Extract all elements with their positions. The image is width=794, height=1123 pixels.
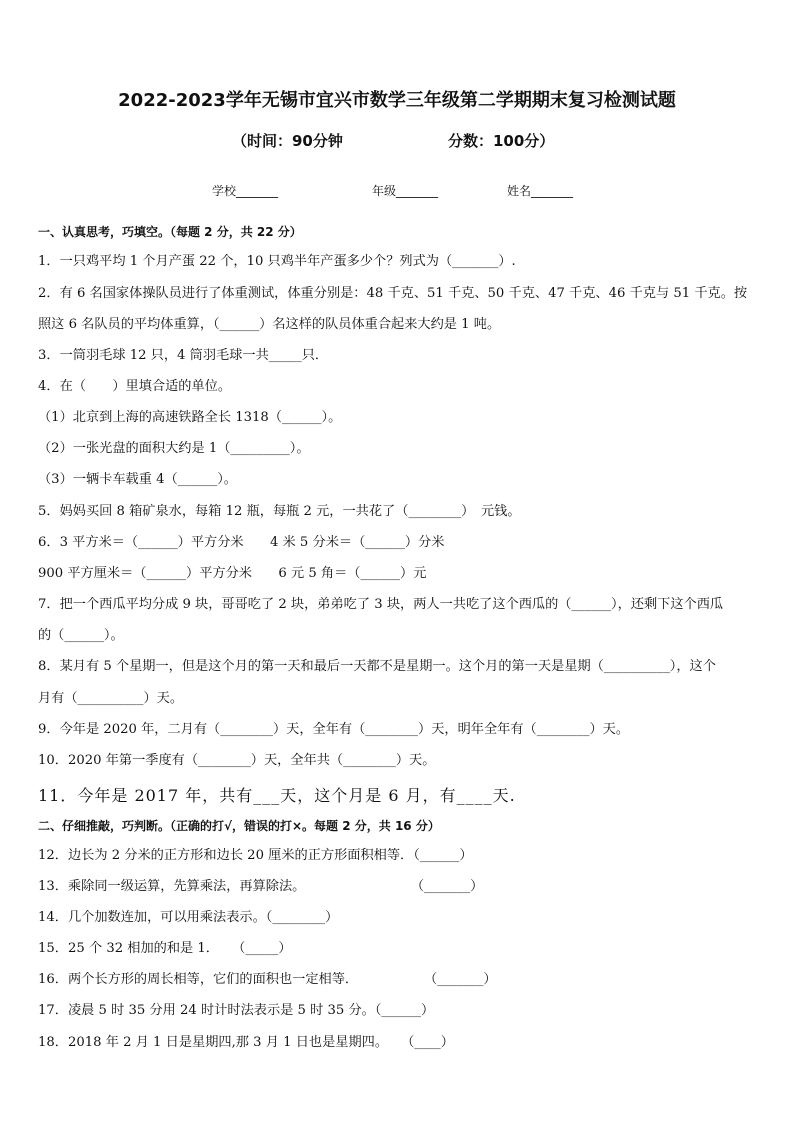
question-17: 17．凌晨 5 时 35 分用 24 时计时法表示是 5 时 35 分。（______） (38, 1003, 435, 1018)
question-4-part-3: （3）一辆卡车载重 4（______）。 (38, 472, 237, 487)
question-2-line-1: 2．有 6 名国家体操队员进行了体重测试，体重分别是：48 千克、51 千克、50 千克、47 千克、46 千克与 51 千克。按 (38, 286, 748, 301)
question-18: 18．2018 年 2 月 1 日是星期四,那 3 月 1 日也是星期四。 （____） (38, 1035, 454, 1050)
question-10: 10．2020 年第一季度有（________）天，全年共（________）天。 (38, 753, 436, 768)
question-9: 9．今年是 2020 年，二月有（________）天，全年有（________）天，明年全年有（________）天。 (38, 722, 630, 737)
question-13: 13．乘除同一级运算，先算乘法，再算除法。 （_______） (38, 879, 484, 894)
question-8-line-1: 8．某月有 5 个星期一，但是这个月的第一天和最后一天都不是星期一。这个月的第一天是星期（__________），这个 (38, 659, 716, 674)
page-title: 2022-2023学年无锡市宜兴市数学三年级第二学期期末复习检测试题 (118, 90, 676, 111)
question-11: 11．今年是 2017 年，共有___天，这个月是 6 月，有____天. (38, 786, 516, 805)
school-field: 学校_______ (212, 184, 279, 198)
question-2-line-2: 照这 6 名队员的平均体重算，（______）名这样的队员体重合起来大约是 1 吨。 (38, 317, 501, 332)
question-5: 5．妈妈买回 8 箱矿泉水，每箱 12 瓶，每瓶 2 元，一共花了（________） 元钱。 (38, 504, 521, 519)
question-4: 4．在（ ）里填合适的单位。 (38, 379, 232, 394)
exam-score: 分数：100分） (448, 132, 555, 150)
question-16: 16．两个长方形的周长相等，它们的面积也一定相等． （_______） (38, 972, 497, 987)
question-6-line-1: 6．3 平方米＝（______）平方分米 4 米 5 分米＝（______）分米 (38, 535, 445, 550)
section-2-heading: 二、仔细推敲，巧判断。（正确的打√，错误的打×。每题 2 分，共 16 分） (38, 819, 440, 833)
question-12: 12．边长为 2 分米的正方形和边长 20 厘米的正方形面积相等．（______） (38, 848, 473, 863)
question-6-line-2: 900 平方厘米＝（______）平方分米 6 元 5 角＝（______）元 (38, 566, 427, 581)
question-4-part-1: （1）北京到上海的高速铁路全长 1318（______）。 (38, 410, 342, 425)
question-8-line-2: 月有（__________）天。 (38, 691, 184, 706)
question-7-line-2: 的（______）。 (38, 628, 124, 643)
question-4-part-2: （2）一张光盘的面积大约是 1（_________）。 (38, 441, 310, 456)
exam-time: （时间：90分钟 (232, 132, 343, 150)
name-field: 姓名_______ (507, 184, 574, 198)
grade-field: 年级_______ (372, 184, 439, 198)
question-14: 14．几个加数连加，可以用乘法表示。（________） (38, 910, 339, 925)
question-15: 15．25 个 32 相加的和是 1． （_____） (38, 941, 292, 956)
question-1: 1．一只鸡平均 1 个月产蛋 22 个，10 只鸡半年产蛋多少个？列式为（_______）. (38, 254, 516, 269)
question-3: 3．一筒羽毛球 12 只，4 筒羽毛球一共_____只． (38, 348, 329, 363)
section-1-heading: 一、认真思考，巧填空。（每题 2 分，共 22 分） (38, 225, 302, 239)
question-7-line-1: 7．把一个西瓜平均分成 9 块，哥哥吃了 2 块，弟弟吃了 3 块，两人一共吃了这个西瓜的（______），还剩下这个西瓜 (38, 597, 724, 612)
